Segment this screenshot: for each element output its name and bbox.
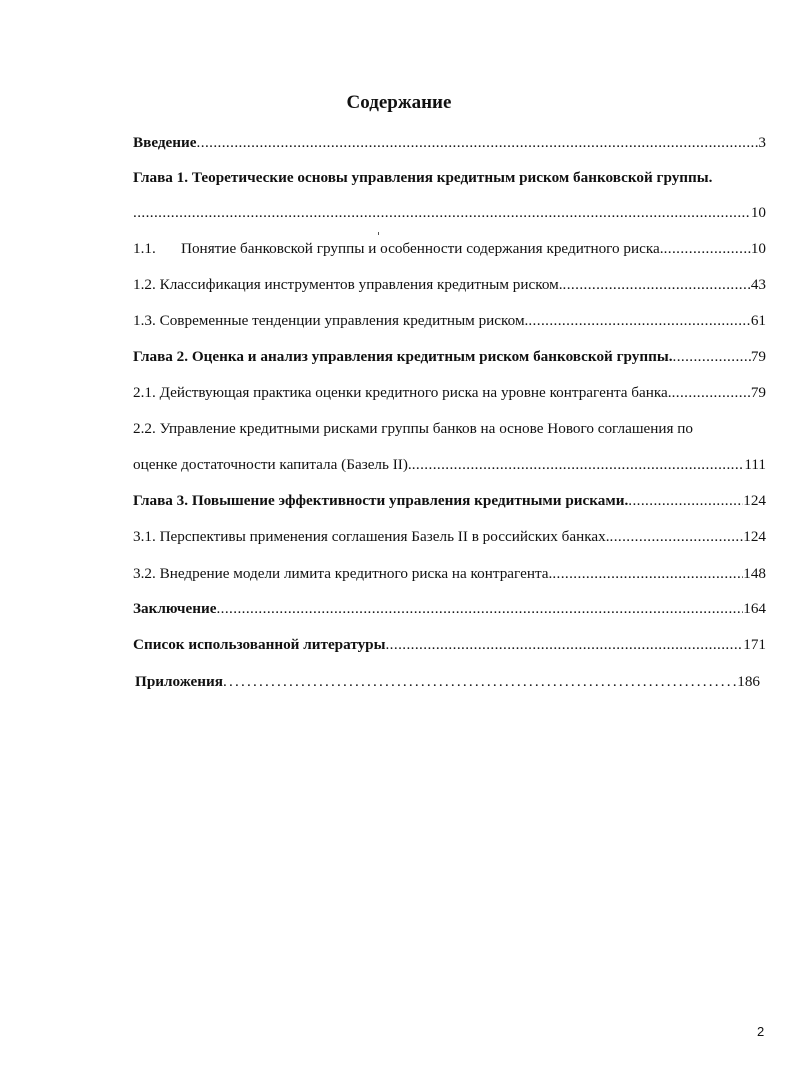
toc-entry-bibliography[interactable]: [133, 636, 766, 654]
toc-entry-1-1[interactable]: [133, 240, 766, 258]
toc-page-number: 43: [750, 276, 766, 293]
toc-leader: [133, 204, 751, 222]
toc-leader: [673, 348, 751, 366]
toc-entry-2-1[interactable]: [133, 384, 766, 402]
toc-entry-number: 1.1.: [133, 240, 156, 257]
toc-leader: [672, 384, 751, 402]
toc-leader: [563, 276, 751, 294]
toc-entry-text: Введение: [133, 134, 197, 151]
toc-leader: [610, 528, 744, 546]
toc-entry-text: Понятие банковской группы и особенности содержания кредитного риска.: [181, 240, 664, 257]
toc-entry-text: оценке достаточности капитала (Базель II).: [133, 456, 412, 473]
toc-page-number: 79: [750, 348, 766, 365]
toc-entry-text: Глава 2. Оценка и анализ управления кредитным риском банковской группы.: [133, 348, 673, 365]
toc-page-number: 186: [737, 673, 760, 690]
toc-entry-text: 2.1. Действующая практика оценки кредитного риска на уровне контрагента банка.: [133, 384, 672, 401]
toc-page-number: 79: [750, 384, 766, 401]
toc-leader: [385, 636, 743, 654]
toc-entry-3-2[interactable]: [133, 565, 766, 583]
toc-entry-text: 2.2. Управление кредитными рисками группы банков на основе Нового соглашения по: [133, 420, 694, 437]
toc-page-number: 171: [743, 636, 766, 653]
toc-page-number: 124: [743, 528, 766, 545]
toc-entry-appendices[interactable]: [135, 673, 760, 691]
toc-entry-1-3[interactable]: [133, 312, 766, 330]
toc-page-number: 164: [743, 600, 766, 617]
toc-entry-text: Заключение: [133, 600, 217, 617]
stray-mark: [378, 232, 379, 235]
page-number: 2: [757, 1024, 765, 1039]
toc-entry-1-2[interactable]: [133, 276, 766, 294]
toc-entry-text: 3.2. Внедрение модели лимита кредитного риска на контрагента.: [133, 565, 553, 582]
toc-entry-text: Глава 3. Повышение эффективности управления кредитными рисками.: [133, 492, 629, 509]
toc-page-number: 148: [743, 565, 766, 582]
toc-leader: [664, 240, 751, 258]
toc-leader: [628, 492, 743, 510]
toc-entry-chapter-3[interactable]: [133, 492, 766, 510]
toc-entry-text: 1.3. Современные тенденции управления кредитным риском.: [133, 312, 529, 329]
toc-leader: [412, 456, 745, 474]
toc-entry-chapter-2[interactable]: [133, 348, 766, 366]
toc-page-number: 124: [743, 492, 766, 509]
toc-page-number: 3: [758, 134, 766, 151]
page-title: Содержание: [346, 92, 452, 113]
toc-entry-text: 1.2. Классификация инструментов управления кредитным риском.: [133, 276, 563, 293]
toc-entry-chapter-1-continuation[interactable]: [133, 204, 766, 222]
toc-entry-introduction[interactable]: [133, 134, 766, 152]
toc-entry-chapter-1[interactable]: [133, 169, 766, 187]
toc-entry-text: 3.1. Перспективы применения соглашения Базель II в российских банках.: [133, 528, 610, 545]
toc-leader: [528, 312, 750, 330]
toc-entry-text: Приложения: [135, 673, 224, 690]
toc-leader: [216, 600, 743, 618]
toc-page-number: 61: [750, 312, 766, 329]
toc-page-number: 111: [744, 456, 766, 473]
toc-page-number: 10: [750, 240, 766, 257]
toc-entry-2-2[interactable]: [133, 420, 766, 438]
toc-entry-text: Глава 1. Теоретические основы управления кредитным риском банковской группы.: [133, 169, 713, 186]
toc-entry-conclusion[interactable]: [133, 600, 766, 618]
toc-leader: [223, 673, 737, 691]
toc-entry-text: Список использованной литературы: [133, 636, 386, 653]
toc-page-number: 10: [750, 204, 766, 221]
toc-entry-3-1[interactable]: [133, 528, 766, 546]
toc-leader: [197, 134, 759, 152]
toc-leader: [552, 565, 743, 583]
toc-entry-2-2-continuation[interactable]: [133, 456, 766, 474]
